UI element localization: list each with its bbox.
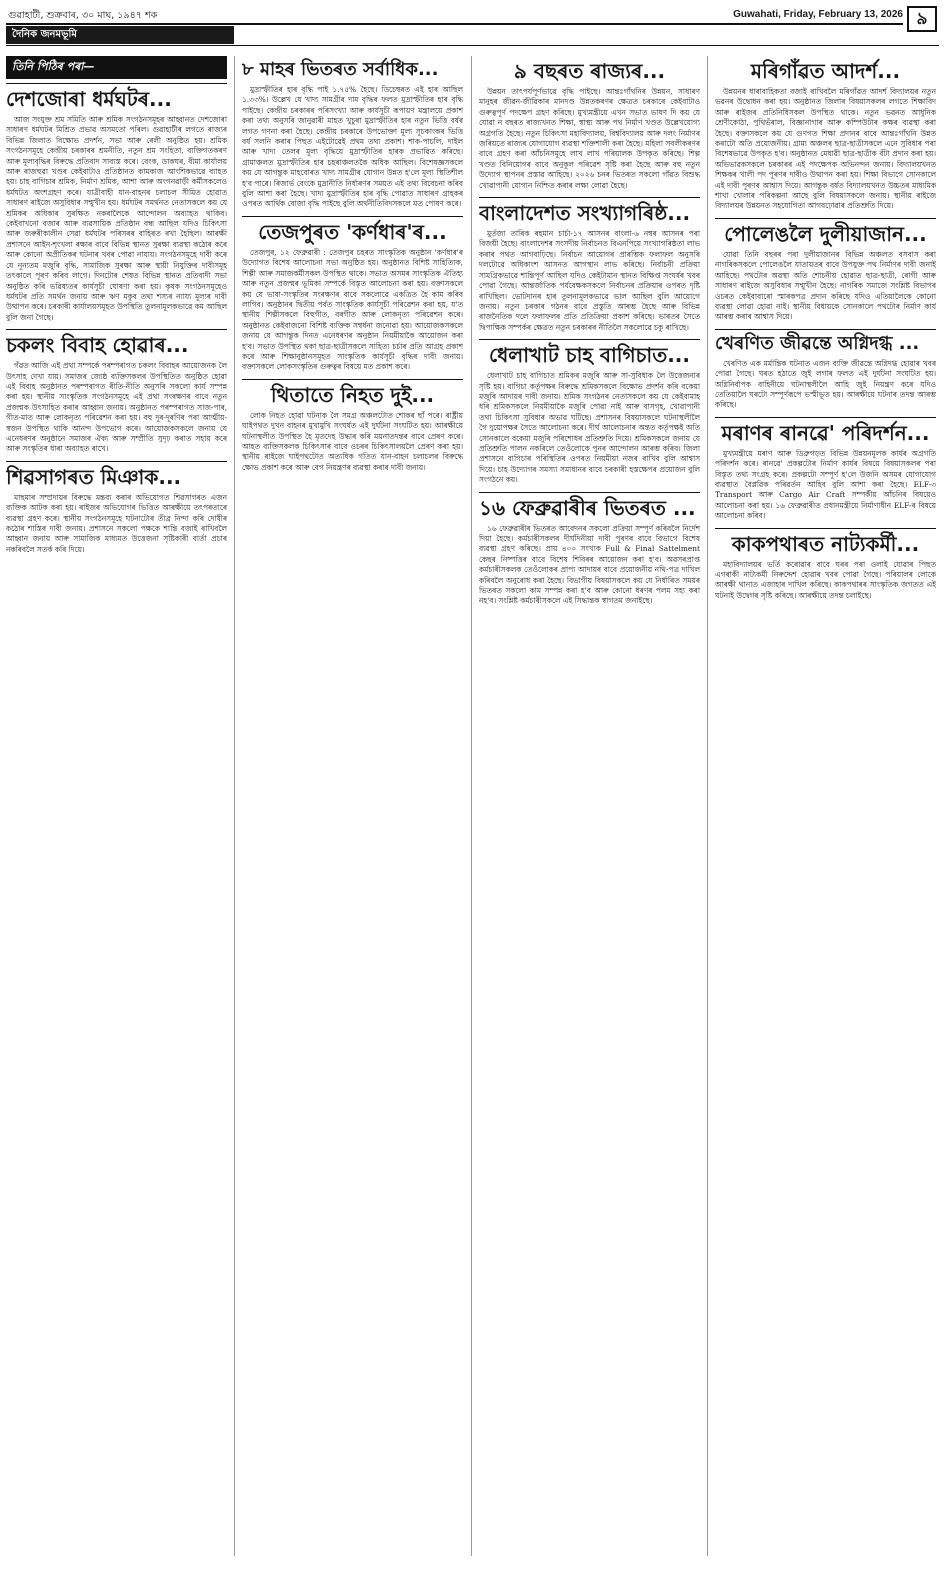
article-headline: তেজপুৰত 'কৰ্ণধাৰ'ৰ... (242, 216, 463, 244)
article-headline: দেশজোৰা ধৰ্মঘটৰ... (6, 83, 227, 111)
article-moran-runway (715, 417, 936, 522)
article-body: মাছমাৰ সম্প্ৰদায়ৰ বিৰুদ্ধে মন্তব্য কৰাৰ অভিযোগত শিৱসাগৰত এজন ব্যক্তিক আটক কৰা হয়। ৰাইজৰ অভিযোগৰ ভিত্তিত আৰক্ষীয়ে তৎপৰতাৰে ব্যৱস্থা গ্ৰহণ কৰে। স্থানীয় সংগঠনসমূহে ঘটনাটোৰ তীব্ৰ নিন্দা কৰি দোষীৰ কঠোৰ শাস্তিৰ দাবী জনায়। প্ৰশাসনে সকলো পক্ষকে শান্তি বজাই ৰাখিবলৈ আহ্বান জনায় আৰু সামাজিক মাধ্যমত উত্তেজনা সৃষ্টিকাৰী বাৰ্তা প্ৰচাৰ নকৰিবলৈ সতৰ্ক কৰি দিয়ে। (6, 492, 227, 554)
article-kheroni (715, 329, 936, 411)
article-wedding (6, 329, 227, 455)
article-state-9-years (479, 59, 700, 191)
article-headline: চকলং বিবাহ হোৱাৰ... (6, 329, 227, 357)
date-assamese: গুৱাহাটী, শুক্ৰবাৰ, ৩০ মাঘ, ১৯৪৭ শক (8, 10, 158, 21)
article-strike (6, 83, 227, 323)
article-body: লোক নিহত হোৱা ঘটনাক লৈ সমগ্ৰ অঞ্চলটোত শোকৰ ছাঁ পৰে। ৰাষ্ট্ৰীয় ঘাইপথত দুখন বাহনৰ মুখামুখি সংঘৰ্ষত এই দুৰ্ঘটনা সংঘটিত হয়। আৰক্ষীয়ে ঘটনাস্থলীত উপস্থিত হৈ মৃতদেহ উদ্ধাৰ কৰি ময়নাতদন্তৰ বাবে প্ৰেৰণ কৰে। আহত ব্যক্তিসকলক চিকিৎসাৰ বাবে ওচৰৰ চিকিৎসালয়লৈ প্ৰেৰণ কৰা হয়। স্থানীয় ৰাইজে ঘাইপথটোত অত্যধিক গতিত যান-বাহন চলাচলৰ বিৰুদ্ধে ক্ষোভ প্ৰকাশ কৰে আৰু বেগ নিয়ন্ত্ৰণৰ ব্যৱস্থা কৰাৰ দাবী জনায়। (242, 410, 463, 472)
article-tea-garden (479, 339, 700, 485)
article-headline: বাংলাদেশত সংখ্যাগৰিষ্ঠ... (479, 197, 700, 225)
column-4 (715, 56, 936, 1561)
article-body: আজ সংযুক্ত শ্ৰম সমিতি আৰু শ্ৰমিক সংগঠনসমূহৰ আহ্বানত দেশজোৰা সাধাৰণ ধৰ্মঘটৰ মিশ্ৰিত প্ৰভাৱ অসমতো পৰিল। গুৱাহাটীৰ লগতে ৰাজ্যৰ বিভিন্ন জিলাত বিক্ষোভ প্ৰদৰ্শন, সভা আৰু ৰেলী অনুষ্ঠিত হয়। শ্ৰমিক সংগঠনসমূহে কেন্দ্ৰীয় চৰকাৰৰ শ্ৰমনীতি, নতুন শ্ৰম সংহিতা, ব্যক্তিগতকৰণ আৰু মূল্যবৃদ্ধিৰ বিৰুদ্ধে প্ৰতিবাদ সাব্যস্ত কৰে। বেংক, ডাকঘৰ, বীমা কাৰ্যালয় আৰু ৰাজহুৱা খণ্ডৰ কেইবাটাও প্ৰতিষ্ঠানত কামকাজ আংশিকভাৱে ব্যাহত হয়। চাহ বাগিচাৰ শ্ৰমিক, নিৰ্মাণ শ্ৰমিক, আশা আৰু অংগনৱাড়ী কৰ্মীসকলেও ধৰ্মঘটত অংশগ্ৰহণ কৰে। যাত্ৰীবাহী যান-বাহনৰ চলাচল সীমিত হোৱাত সাধাৰণ ৰাইজে অসুবিধাৰ সন্মুখীন হয়। ধৰ্মঘটৰ সমৰ্থনত নেতাসকলে কয় যে শ্ৰমিকৰ অধিকাৰ সুৰক্ষিত নকৰালৈকে আন্দোলন অব্যাহত থাকিব। কেইবাখনো বজাৰ আৰু ব্যৱসায়িক প্ৰতিষ্ঠান বন্ধ আছিল যদিও চিকিৎসা আৰু জৰুৰীকালীন সেৱা ধৰ্মঘটৰ পৰিসৰৰ বাহিৰত ৰখা হৈছিল। আৰক্ষী প্ৰশাসনে আইন-শৃংখলা ৰক্ষাৰ বাবে বিভিন্ন স্থানত সুৰক্ষা ব্যৱস্থা কঠোৰ কৰে আৰু কোনো অপ্ৰীতিকৰ ঘটনাৰ খবৰ পোৱা নাযায়। সংগঠনসমূহে দাবী কৰে যে নূন্যতম মজুৰি বৃদ্ধি, সামাজিক সুৰক্ষা আৰু স্থায়ী নিযুক্তিৰ দাবীসমূহ তৎকালে পূৰণ কৰিব লাগে। দিনটোৰ শেষত বিভিন্ন স্থানত প্ৰতিবাদী সভা অনুষ্ঠিত কৰি ভৱিষ্যতৰ কাৰ্যসূচী ঘোষণা কৰা হয়। কৃষক সংগঠনসমূহেও ধৰ্মঘটৰ প্ৰতি সমৰ্থন জনায় আৰু ঋণ মকুব তথা শস্যৰ ন্যায্য মূল্যৰ দাবী উত্থাপন কৰে। চৰকাৰী কাৰ্যালয়সমূহত উপস্থিতি তুলনামূলকভাৱে কম আছিল বুলি জনা গৈছে। (6, 115, 227, 322)
masthead-rule-bottom (6, 45, 939, 46)
article-bangladesh (479, 197, 700, 333)
masthead (6, 6, 939, 50)
article-body: যোৱা তিনি বছৰৰ পৰা দুলীয়াজানৰ বিভিন্ন অঞ্চলত বসবাস কৰা নাগৰিকসকলে পোলেঙলৈ যাতায়তৰ বাবে উপযুক্ত পথ নিৰ্মাণৰ দাবী জনাই আহিছে। পথটোৰ অৱস্থা অতি শোচনীয় হোৱাত ছাত্ৰ-ছাত্ৰী, ৰোগী আৰু সাধাৰণ ৰাইজে অসুবিধাৰ সন্মুখীন হৈছে। নাগৰিক সমাজে সংশ্লিষ্ট বিভাগৰ ওচৰত কেইবাবাৰো স্মাৰকপত্ৰ প্ৰদান কৰিছে যদিও এতিয়ালৈকে কোনো ব্যৱস্থা লোৱা হোৱা নাই। স্থানীয় বিধায়কে সোনকালে পথটোৰ নিৰ্মাণ কাৰ্য আৰম্ভ কৰাৰ আশ্বাস দিয়ে। (715, 249, 936, 322)
article-body: ১৬ ফেব্ৰুৱাৰীৰ ভিতৰত আবেদনৰ সকলো প্ৰক্ৰিয়া সম্পূৰ্ণ কৰিবলৈ নিৰ্দেশ দিয়া হৈছে। কৰ্মচাৰীসকলৰ দীৰ্ঘদিনীয়া দাবী পূৰণৰ বাবে বিভাগে বিশেষ ব্যৱস্থা গ্ৰহণ কৰিছে। প্ৰায় ৪০০ সংখ্যক Full & Final Sattelment কেছৰ নিষ্পত্তিৰ বাবে বিশেষ শিবিৰৰ আয়োজন কৰা হ'ব। অৱসৰপ্ৰাপ্ত কৰ্মচাৰীসকলক তেওঁলোকৰ প্ৰাপ্য আদায়ৰ বাবে প্ৰয়োজনীয় নথি-পত্ৰ দাখিল কৰিবলৈ অনুৰোধ কৰা হৈছে। বিভাগীয় বিষয়াসকলে কয় যে নিৰ্ধাৰিত সময়ৰ ভিতৰত সকলো কাম সম্পন্ন কৰা হ'ব আৰু কোনো ধৰণৰ পলম সহ্য কৰা নহ'ব। সংশ্লিষ্ট কৰ্মচাৰীসকলে এই সিদ্ধান্তক স্বাগতম জনাইছে। (479, 523, 700, 606)
article-body: তেজপুৰ, ১২ ফেব্ৰুৱাৰী : তেজপুৰ চহৰত সাংস্কৃতিক অনুষ্ঠান 'কৰ্ণধাৰ'ৰ উদ্যোগত বিশেষ আলোচনা সভা অনুষ্ঠিত হয়। অনুষ্ঠানত বিশিষ্ট সাহিত্যিক, শিল্পী আৰু সমাজকৰ্মীসকল উপস্থিত থাকে। সভাত অসমৰ সাংস্কৃতিক ঐতিহ্য আৰু নতুন প্ৰজন্মৰ ভূমিকা সম্পৰ্কে বিস্তৃত আলোচনা কৰা হয়। বক্তাসকলে কয় যে ভাষা-সংস্কৃতিৰ সংৰক্ষণৰ বাবে সকলোৱে একত্ৰিত হৈ কাম কৰিব লাগিব। অনুষ্ঠানৰ দ্বিতীয় পৰ্বত সাংস্কৃতিক কাৰ্যসূচী পৰিৱেশন কৰা হয়, য'ত স্থানীয় শিল্পীসকলে বিহুগীত, বৰগীত আৰু লোকনৃত্য পৰিৱেশন কৰে। অনুষ্ঠানত কেইবাজনো বিশিষ্ট ব্যক্তিক সম্বৰ্ধনা জনোৱা হয়। আয়োজকসকলে জনায় যে আগন্তুক দিনত এনেধৰণৰ অনুষ্ঠান নিয়মীয়াকৈ আয়োজন কৰা হ'ব। সভাত উপস্থিত থকা ছাত্ৰ-ছাত্ৰীসকলে সাহিত্য চৰ্চাৰ প্ৰতি আগ্ৰহ প্ৰকাশ কৰে আৰু শিক্ষানুষ্ঠানসমূহত সাংস্কৃতিক কাৰ্যসূচী বৃদ্ধিৰ দাবী জনায়। বক্তাসকলে লোকসংস্কৃতিৰ গুৰুত্বৰ বিষয়ে মত প্ৰকাশ কৰে। (242, 247, 463, 372)
article-feb-16 (479, 492, 700, 607)
article-headline: খেৰণিত জীৱন্তে অগ্নিদগ্ধ ... (715, 329, 936, 355)
article-accident (242, 379, 463, 473)
article-headline: থিতাতে নিহত দুই... (242, 379, 463, 407)
article-headline: মৰাণৰ ৰানৱে' পৰিদৰ্শন... (715, 417, 936, 445)
article-body: উন্নয়ন তাৎপৰ্যপূৰ্ণভাৱে বৃদ্ধি পাইছে। আন্তঃগাঁথনিৰ উন্নয়ন, সাধাৰণ মানুহৰ জীৱন-জীৱিকাৰ মানদণ্ড উন্নতকৰণৰ ক্ষেত্ৰত চৰকাৰে কেইবাটাও গুৰুত্বপূৰ্ণ পদক্ষেপ গ্ৰহণ কৰিছে। মুখ্যমন্ত্ৰীয়ে এখন সভাত ভাষণ দি কয় যে যোৱা ন বছৰত ৰাজ্যখনত শিক্ষা, স্বাস্থ্য আৰু পথ নিৰ্মাণ খণ্ডত উল্লেখযোগ্য অগ্ৰগতি হৈছে। নতুন চিকিৎসা মহাবিদ্যালয়, বিশ্ববিদ্যালয় আৰু দলং নিৰ্মাণৰ জৰিয়তে ৰাজ্যৰ যোগাযোগ ব্যৱস্থা শক্তিশালী কৰা হৈছে। মহিলা সবলীকৰণৰ বাবে গ্ৰহণ কৰা আঁচনিসমূহে লাখ লাখ পৰিয়ালক উপকৃত কৰিছে। শিল্প খণ্ডত বিনিয়োগৰ বাবে অনুকূল পৰিৱেশ সৃষ্টি কৰা হৈছে আৰু বহু নতুন উদ্যোগ স্থাপনৰ প্ৰস্তাৱ আহিছে। ২০২৬ চনৰ ভিতৰত সকলো গাঁৱত বিশুদ্ধ খোৱাপানী যোগান নিশ্চিত কৰাৰ লক্ষ্য লোৱা হৈছে। (479, 87, 700, 190)
article-headline: পোলেঙলৈ দুলীয়াজান... (715, 218, 936, 246)
article-headline: মৰিগাঁৱত আদৰ্শ... (750, 59, 901, 83)
masthead-rule (6, 23, 903, 25)
article-body: মুদ্ৰাস্ফীতিৰ হাৰ বৃদ্ধি পাই ১.৭৫% হৈছে। ডিচেম্বৰত এই হাৰ আছিল ১.৩৩%। উল্লেখ যে খাদ্য সামগ্ৰীৰ দাম বৃদ্ধিৰ ফলত মুদ্ৰাস্ফীতিৰ হাৰ বৃদ্ধি পাইছে। কেন্দ্ৰীয় চৰকাৰৰ পৰিসংখ্যা আৰু কাৰ্যসূচী ৰূপায়ণ মন্ত্ৰালয়ে প্ৰকাশ কৰা তথ্য অনুসৰি জানুৱাৰী মাহত খুচুৰা মুদ্ৰাস্ফীতিৰ হাৰ নতুন ভিত্তি বৰ্ষৰ লগত গণনা কৰা হৈছে। কেন্দ্ৰীয় চৰকাৰে উপভোক্তা মূল্য সূচকাংকৰ ভিত্তি বৰ্ষ সলনি কৰাৰ পিছত এইটোৱেই প্ৰথম তথ্য প্ৰকাশ। শাক-পাচলি, দাইল আৰু খাদ্য তেলৰ মূল্য বৃদ্ধিয়ে মুদ্ৰাস্ফীতিৰ হাৰক প্ৰভাৱিত কৰিছে। গ্ৰামাঞ্চলত মুদ্ৰাস্ফীতিৰ হাৰ চহৰাঞ্চলতকৈ অধিক আছিল। বিশেষজ্ঞসকলে কয় যে আগন্তুক মাহবোৰত খাদ্য সামগ্ৰীৰ যোগান উন্নত হ'লে মূল্য স্থিতিশীল হ'ব পাৰে। ৰিজাৰ্ভ বেংকে মুদ্ৰানীতি নিৰ্ধাৰণৰ সময়ত এই তথ্য বিবেচনা কৰিব বুলি আশা কৰা হৈছে। খাদ্য মুদ্ৰাস্ফীতিৰ হাৰ বৃদ্ধি পোৱাত সাধাৰণ গ্ৰাহকৰ ওপৰত আৰ্থিক বোজা বৃদ্ধি পাইছে বুলি অৰ্থনীতিবিদসকলে মত পোষণ কৰে। (242, 85, 463, 209)
column-divider (707, 56, 708, 1556)
continued-kicker: তিনি পিঠিৰ পৰা— (6, 56, 227, 79)
article-headline: ধেলাখাট চাহ বাগিচাত... (479, 339, 700, 367)
article-headline: কাকপথাৰত নাট্যকৰ্মী... (715, 528, 936, 556)
article-body: মুৰ্তজা তাৰিক ৰহমান চাৰ্চা-১৭ আসনৰ বাংলা-৬ নম্বৰ আসনৰ পৰা বিজয়ী হৈছে। বাংলাদেশৰ সংসদীয় নিৰ্বাচনত বিএনপিয়ে সংখ্যাগৰিষ্ঠতা লাভ কৰাৰ পথত আগবাঢ়িছে। নিৰ্বাচন আয়োগৰ প্ৰাৰম্ভিক ফলাফল অনুসৰি দলটোৱে অধিকাংশ আসনত আগস্থান লাভ কৰিছে। নিৰ্বাচনী প্ৰক্ৰিয়া সামগ্ৰিকভাৱে শান্তিপূৰ্ণ আছিল যদিও কেইটামান স্থানত বিক্ষিপ্ত সংঘৰ্ষৰ খবৰ পোৱা গৈছে। আন্তৰ্জাতিক পৰ্যবেক্ষকসকলে নিৰ্বাচনৰ প্ৰক্ৰিয়াৰ ওপৰত দৃষ্টি ৰাখিছিল। ভোটদানৰ হাৰ তুলনামূলকভাৱে ভাল আছিল বুলি আয়োগে জনায়। নতুন চৰকাৰ গঠনৰ বাবে প্ৰস্তুতি আৰম্ভ হৈছে আৰু বিভিন্ন ৰাজনৈতিক দলে ফলাফলৰ প্ৰতি প্ৰতিক্ৰিয়া প্ৰকাশ কৰিছে। ভাৰতৰ সৈতে দ্বিপাক্ষিক সম্পৰ্কৰ ক্ষেত্ৰত নতুন চৰকাৰৰ নীতিলৈ সকলোৱে চকু ৰাখিছে। (479, 229, 700, 332)
column-divider (471, 56, 472, 1556)
article-morigaon (715, 59, 936, 212)
column-1 (6, 56, 227, 1561)
article-sivasagar (6, 461, 227, 555)
column-3 (479, 56, 700, 1561)
article-inflation (242, 59, 463, 210)
date-english: Guwahati, Friday, February 13, 2026 (733, 9, 903, 20)
article-body: খেৰণিত এক মৰ্মান্তিক ঘটনাত এজন ব্যক্তি জীৱন্তে অগ্নিদগ্ধ হোৱাৰ খবৰ পোৱা গৈছে। ঘৰত হঠাতে জুই লগাৰ ফলত এই দুৰ্ঘটনা সংঘটিত হয়। অগ্নিনিৰ্বাপক বাহিনীয়ে ঘটনাস্থলীলৈ আহি জুই নিয়ন্ত্ৰণ কৰে যদিও তেতিয়ালৈ ঘৰটো সম্পূৰ্ণৰূপে ভস্মীভূত হয়। আৰক্ষীয়ে ঘটনাৰ তদন্ত আৰম্ভ কৰিছে। (715, 358, 936, 410)
column-divider (234, 56, 235, 1556)
article-headline: ৯ বছৰত ৰাজ্যৰ... (513, 59, 666, 83)
page-number: ৯ (907, 6, 937, 32)
article-poleng (715, 218, 936, 323)
article-body: মুখ্যমন্ত্ৰীয়ে মৰাণ আৰু ডিব্ৰুগড়ত বিভিন্ন উন্নয়নমূলক কাৰ্যৰ অগ্ৰগতি পৰিদৰ্শন কৰে। ৰানৱে' প্ৰকল্পটোৰ নিৰ্মাণ কাৰ্যৰ বিষয়ে বিষয়াসকলৰ পৰা বিস্তৃত তথ্য সংগ্ৰহ কৰে। প্ৰকল্পটো সম্পূৰ্ণ হ'লে উজনি অসমৰ যোগাযোগ ব্যৱস্থাত বৈপ্লৱিক পৰিৱৰ্তন আহিব বুলি আশা কৰা হৈছে। ELF-৩ Transport আৰু Cargo Air Craft সম্পৰ্কীয় আঁচনিৰ বিষয়েও আলোচনা কৰা হয়। ১৬ ফেব্ৰুৱাৰীত প্ৰধানমন্ত্ৰীয়ে নিৰ্মাণাধীন ELF-ৰ বিষয়ে আলোচনা কৰিব। (715, 448, 936, 521)
article-headline: শিৱসাগৰত মিঞাক... (6, 461, 227, 489)
article-headline: ৮ মাহৰ ভিতৰত সৰ্বাধিক... (242, 59, 439, 80)
article-kakopathar (715, 528, 936, 602)
brand-name: দৈনিক জনমভূমি (12, 29, 77, 40)
newspaper-page (6, 6, 939, 1565)
article-body: গঁৱত আজি এই প্ৰথা সম্পৰ্কে পৰম্পৰাগত চকলং বিবাহৰ আয়োজনক লৈ উৎসাহ দেখা যায়। সমাজৰ জ্যেষ্ঠ ব্যক্তিসকলৰ উপস্থিতিত অনুষ্ঠিত হোৱা এই বিবাহ অনুষ্ঠানত পৰম্পৰাগত ৰীতি-নীতি অনুসৰি সকলো কাৰ্য সম্পন্ন কৰা হয়। স্থানীয় সাংস্কৃতিক সংগঠনসমূহে এই প্ৰথা সংৰক্ষণৰ বাবে নতুন প্ৰজন্মক উৎসাহিত কৰাৰ আহ্বান জনায়। অনুষ্ঠানত পৰম্পৰাগত সাজ-পাৰ, গীত-মাত আৰু লোকনৃত্য পৰিৱেশন কৰা হয়। বহু দূৰ-দূৰণিৰ পৰা আত্মীয়-স্বজন উপস্থিত থাকি আনন্দ উপভোগ কৰে। আয়োজকসকলে জনায় যে এনেধৰণৰ অনুষ্ঠানে সমাজৰ ঐক্য আৰু সম্প্ৰীতি সুদৃঢ় কৰাত সহায় কৰে আৰু সংস্কৃতিৰ ধাৰা অব্যাহত ৰাখে। (6, 361, 227, 454)
article-body: মহাবিদ্যালয়ৰ ভৰ্তি কৰোৱাৰ বাবে ঘৰৰ পৰা ওলাই যোৱাৰ পিছত এগৰাকী নাট্যকৰ্মী নিৰুদ্দেশ হোৱাৰ খবৰ পোৱা গৈছে। পৰিয়ালৰ লোকে আৰক্ষী থানাত এজাহাৰ দাখিল কৰিছে। কাকপথাৰৰ সাংস্কৃতিক জগতত এই ঘটনাই উদ্বেগৰ সৃষ্টি কৰিছে। আৰক্ষীয়ে তদন্ত চলাইছে। (715, 559, 936, 600)
article-body: ধেলাখাট চাহ বাগিচাত শ্ৰমিকৰ মজুৰি আৰু সা-সুবিধাক লৈ উত্তেজনাৰ সৃষ্টি হয়। বাগিচা কৰ্তৃপক্ষৰ বিৰুদ্ধে শ্ৰমিকসকলে বিক্ষোভ প্ৰদৰ্শন কৰি বকেয়া মজুৰি আদায়ৰ দাবী জনায়। শ্ৰমিক সংগঠনৰ নেতাসকলে কয় যে কেইবামাহ ধৰি শ্ৰমিকসকলে নিয়মীয়াকৈ মজুৰি পোৱা নাই আৰু বাসগৃহ, খোৱাপানী তথা চিকিৎসা সুবিধাৰ অভাৱ ঘটিছে। প্ৰশাসনৰ বিষয়াসকলে ঘটনাস্থলীলৈ গৈ দুয়োপক্ষৰ সৈতে আলোচনা কৰে। দীৰ্ঘ আলোচনাৰ অন্তত কৰ্তৃপক্ষই অতি সোনকালে বকেয়া মজুৰি পৰিশোধৰ প্ৰতিশ্ৰুতি দিয়ে। শ্ৰমিকসকলে জনায় যে প্ৰতিশ্ৰুতি পালন নকৰিলে তেওঁলোকে পুনৰ আন্দোলন আৰম্ভ কৰিব। জিলা প্ৰশাসনে বাগিচাৰ পৰিস্থিতিৰ ওপৰত নিয়মীয়া নজৰ ৰাখিব বুলি আশ্বাস দিয়ে। চাহ উদ্যোগৰ সমস্যা সমাধানৰ বাবে চৰকাৰী হস্তক্ষেপৰ প্ৰয়োজন বুলি সংগঠনে কয়। (479, 371, 700, 485)
article-headline: ১৬ ফেব্ৰুৱাৰীৰ ভিতৰত ... (479, 492, 700, 520)
column-2 (242, 56, 463, 1561)
article-tezpur (242, 216, 463, 373)
article-body: উন্নয়নৰ ধাৰাবাহিকতা বজাই ৰাখিবলৈ মৰিগাঁৱত আদৰ্শ বিদ্যালয়ৰ নতুন ভৱনৰ উদ্বোধন কৰা হয়। অনুষ্ঠানত জিলাৰ বিষয়াসকলৰ লগতে শিক্ষাবিদ আৰু ৰাইজৰ প্ৰতিনিধিসকল উপস্থিত থাকে। নতুন ভৱনত আধুনিক শ্ৰেণীকোঠা, পুথিভঁৰাল, বিজ্ঞানাগাৰ আৰু কম্পিউটাৰ কক্ষৰ ব্যৱস্থা কৰা হৈছে। বক্তাসকলে কয় যে গুণগত শিক্ষা প্ৰদানৰ বাবে আন্তঃগাঁথনি উন্নত কৰাটো অতি প্ৰয়োজনীয়। গ্ৰাম্য অঞ্চলৰ ছাত্ৰ-ছাত্ৰীসকলে এনে সুবিধাৰ পৰা বিশেষভাৱে উপকৃত হ'ব। অনুষ্ঠানত মেধাৱী ছাত্ৰ-ছাত্ৰীক বঁটা প্ৰদান কৰা হয়। অভিভাৱকসকলে চৰকাৰৰ এই পদক্ষেপক অভিনন্দন জনায়। বিদ্যালয়খনত শিক্ষকৰ খালী পদ পূৰণৰ দাবীও উত্থাপন কৰা হয়। শিক্ষা বিভাগে সোনকালে এই দাবী পূৰণৰ আশ্বাস দিয়ে। আগন্তুক বৰ্ষত বিদ্যালয়খনত উচ্চতৰ মাধ্যমিক শাখা খোলাৰ পৰিকল্পনা আছে বুলি বিষয়াসকলে জনায়। স্থানীয় ৰাইজে বিদ্যালয়ৰ উন্নয়নত সহযোগিতা আগবঢ়োৱাৰ প্ৰতিশ্ৰুতি দিয়ে। (715, 87, 936, 211)
